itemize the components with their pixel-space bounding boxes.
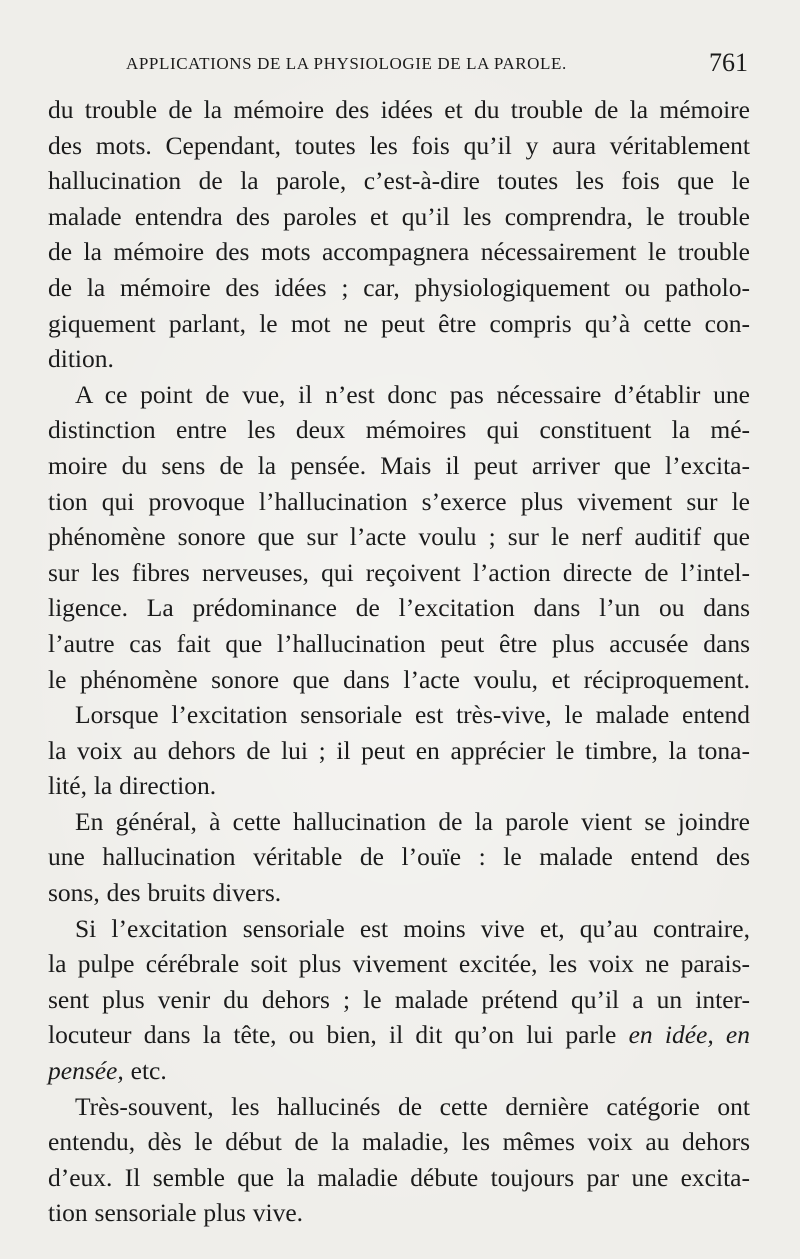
- text-line: En général, à cette hallucination de la parole vient se joindre: [75, 806, 750, 836]
- text-run: locuteur dans la tête, ou bien, il dit qu’on lui parle: [48, 1020, 629, 1050]
- text-line: la pulpe cérébrale soit plus vivement excitée, les voix ne parais-: [48, 949, 750, 979]
- text-line: une hallucination véritable de l’ouïe : le malade entend des: [48, 842, 750, 872]
- text-line: des mots. Cependant, toutes les fois qu’il y aura véritablement: [48, 130, 750, 160]
- text-line: sons, des bruits divers.: [48, 878, 282, 908]
- paragraph-6: [48, 1089, 750, 1231]
- text-line: sent plus venir du dehors ; le malade prétend qu’il a un inter-: [48, 984, 750, 1014]
- text-line: Si l’excitation sensoriale est moins vive et, qu’au contraire,: [75, 913, 750, 943]
- running-title: APPLICATIONS DE LA PHYSIOLOGIE DE LA PAROLE.: [126, 54, 567, 73]
- italic-text: [48, 1056, 124, 1085]
- text-line: la voix au dehors de lui ; il peut en apprécier le timbre, la tona-: [48, 735, 750, 765]
- paragraph-4: [48, 804, 750, 911]
- text-line: A ce point de vue, il n’est donc pas nécessaire d’établir une: [75, 379, 750, 409]
- italic-run: pensée,: [48, 1056, 124, 1086]
- text-line: de la mémoire des mots accompagnera nécessairement le trouble: [48, 237, 750, 267]
- paragraph-2: [48, 377, 750, 697]
- italic-text: [629, 1020, 750, 1049]
- text-line: malade entendra des paroles et qu’il les comprendra, le trouble: [48, 201, 750, 231]
- page-body: [48, 92, 750, 1231]
- text-line: hallucination de la parole, c’est-à-dire toutes les fois que le: [48, 166, 750, 196]
- text-line: [48, 1053, 750, 1089]
- text-line: le phénomène sonore que dans l’acte voulu, et réciproquement.: [48, 664, 750, 694]
- text-line: ligence. La prédominance de l’excitation dans l’un ou dans: [48, 593, 750, 623]
- text-line: giquement parlant, le mot ne peut être compris qu’à cette con-: [48, 308, 750, 338]
- text-line: dition.: [48, 344, 114, 374]
- text-line: d’eux. Il semble que la maladie débute toujours par une excita-: [48, 1162, 750, 1192]
- paragraph-5: [48, 911, 750, 1089]
- text-line: Très-souvent, les hallucinés de cette dernière catégorie ont: [75, 1091, 750, 1121]
- text-line: l’autre cas fait que l’hallucination peut être plus accusée dans: [48, 628, 750, 658]
- text-line: du trouble de la mémoire des idées et du trouble de la mémoire: [48, 95, 750, 124]
- text-line: tion qui provoque l’hallucination s’exerce plus vivement sur le: [48, 486, 750, 516]
- text-line: sur les fibres nerveuses, qui reçoivent l’action directe de l’intel-: [48, 557, 750, 587]
- text-line: distinction entre les deux mémoires qui constituent la mé-: [48, 415, 750, 445]
- text-run: etc.: [123, 1056, 167, 1086]
- text-line: entendu, dès le début de la maladie, les mêmes voix au dehors: [48, 1127, 750, 1157]
- page-number: 761: [709, 48, 748, 77]
- text-line: moire du sens de la pensée. Mais il peut arriver que l’excita-: [48, 450, 750, 480]
- paragraph-1: [48, 92, 750, 377]
- text-line: de la mémoire des idées ; car, physiologiquement ou patholo-: [48, 272, 750, 302]
- italic-run: en idée, en: [628, 1020, 750, 1050]
- text-line: phénomène sonore que sur l’acte voulu ; sur le nerf auditif que: [48, 522, 750, 552]
- paragraph-3: [48, 697, 750, 804]
- text-line: tion sensoriale plus vive.: [48, 1198, 304, 1228]
- text-line: [48, 1017, 750, 1053]
- text-line: Lorsque l’excitation sensoriale est très-vive, le malade entend: [75, 700, 750, 730]
- page-header: [126, 48, 748, 82]
- text-line: lité, la direction.: [48, 771, 217, 801]
